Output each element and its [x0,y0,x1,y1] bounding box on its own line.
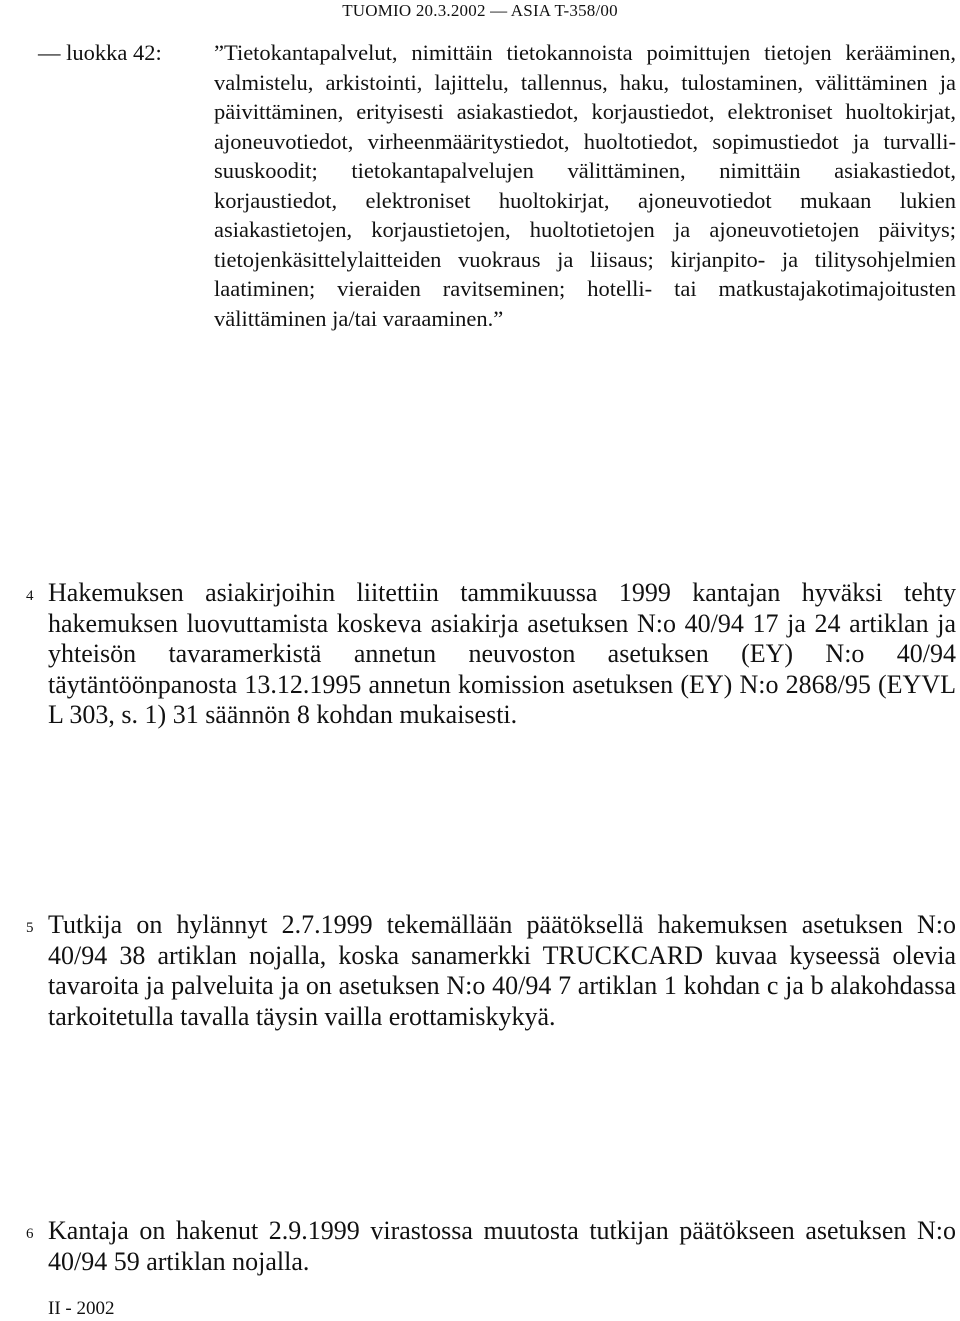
paragraph-text: Tutkija on hylännyt 2.7.1999 tekemällään päätöksellä hakemuksen asetuksen N:o 40/94 38 artiklan nojalla, koska sanamerkki TRUCKCARD kuvaa kyseessä olevia tavaroita ja palveluita ja on asetuksen N:o 40/94 7 artiklan 1 kohdan c ja b alakohdassa tarkoitetulla tavalla täysin vailla erottamiskykyä. [48,910,956,1031]
paragraph-number: 5 [26,920,34,936]
paragraph-number: 6 [26,1226,34,1242]
page-number: II - 2002 [48,1298,115,1319]
running-head: TUOMIO 20.3.2002 — ASIA T-358/00 [342,1,618,20]
paragraph-text: Hakemuksen asiakirjoihin liitettiin tammikuussa 1999 kantajan hyväksi tehty hakemuksen luovuttamista koskeva asiakirja asetuksen N:o 40/94 17 ja 24 artiklan ja yhteisön tavaramerkistä annetun neuvoston asetuksen (EY) N:o 40/94 täytäntöönpanosta 13.12.1995 annetun komission asetuksen (EY) N:o 2868/95 (EYVL L 303, s. 1) 31 säännön 8 kohdan mukaisesti. [48,578,956,729]
class-label: — luokka 42: [38,40,162,65]
paragraph-text: Kantaja on hakenut 2.9.1999 virastossa muutosta tutkijan päätökseen asetuksen N:o 40/94 59 artiklan nojalla. [48,1216,956,1276]
paragraph-number: 4 [26,588,34,604]
class-description: ”Tietokantapalvelut, nimittäin tietokannoista poimittujen tietojen kerääminen, valmistelu, arkistointi, lajittelu, tallennus, haku, tulostaminen, välittäminen ja päivittäminen, erityisesti asiakastiedot, korjaustiedot, elektroniset huoltokirjat, ajoneuvotiedot, virheenmääritystiedot, huoltotiedot, sopimustiedot ja turvallisuuskoodit; tietokantapalvelujen välittäminen, nimittäin asiakastiedot, korjaustiedot, elektroniset huoltokirjat, ajoneuvotiedot mukaan lukien asiakastietojen, korjaustietojen, huoltotietojen ja ajoneuvotietojen päivitys; tietojenkäsittelylaitteiden vuokraus ja liisaus; kirjanpito- ja tilitysohjelmien laatiminen; vieraiden ravitseminen; hotelli- tai matkustajakotimajoitusten välittäminen ja/tai varaaminen.” [214,40,956,331]
class-42-quote-block [0,38,960,388]
